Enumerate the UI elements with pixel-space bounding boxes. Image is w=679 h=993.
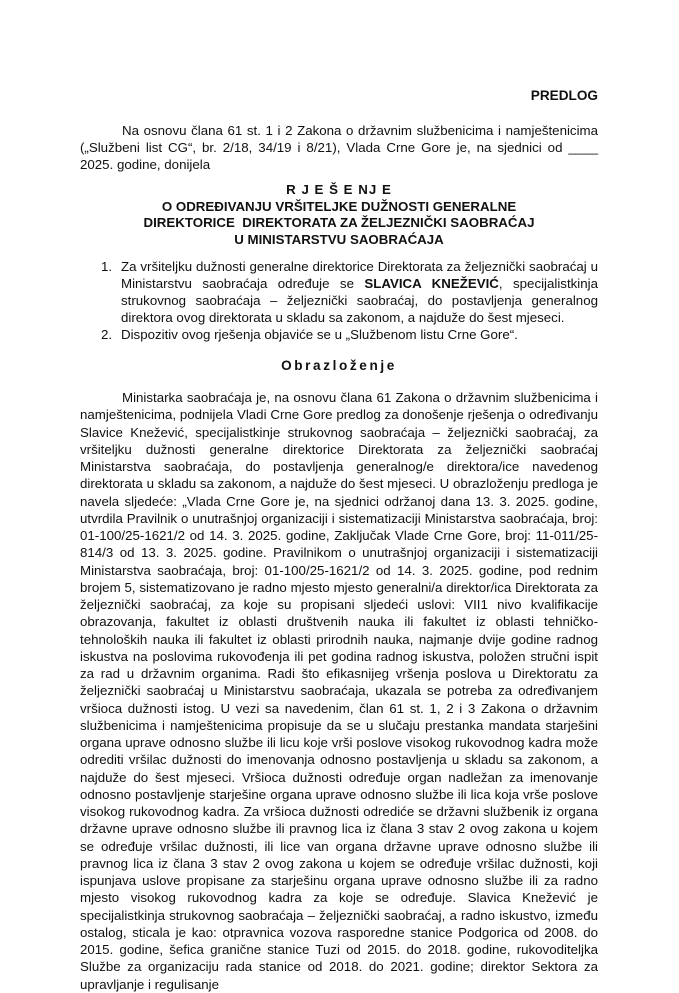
decision-text-continued: , specijalistkinja strukovnog saobraćaja – željeznički saobraćaj, do postavljenja generalnog direktora ovog direktorata u skladu sa zakonom, a najduže do šest mjeseci. [121, 276, 598, 325]
decision-item-2 [80, 326, 598, 343]
decision-text: Za vršiteljku dužnosti generalne direktorice Direktorata za željeznički saobraćaj u Ministarstvu saobraćaja određuje se [121, 259, 598, 291]
appointee-name: SLAVICA KNEŽEVIĆ [364, 276, 499, 291]
title-line-3: U MINISTARSTVU SAOBRAĆAJA [234, 232, 444, 248]
title-line-1: O ODREĐIVANJU VRŠITELJKE DUŽNOSTI GENERALNE [161, 198, 517, 214]
decision-number: 2. [101, 327, 113, 342]
reasoning-paragraph: Ministarka saobraćaja je, na osnovu člana 61 Zakona o državnim službenicima i namještenicima, podnijela Vladi Crne Gore predlog za donošenje rješenja o određivanju Slavice Knežević, specijalistkinje strukovnog saobraćaja – željeznički saobraćaj, za vršiteljku dužnosti generalne direktorice Direktorata za željeznički saobraćaj Ministarstva saobraćaja, do postavljenja generalnog/e direktora/ice navedenog direktorata u skladu sa zakonom, a najduže do šest mjeseci. U obrazloženju predloga je navela sljedeće: „Vlada Crne Gore je, na sjednici održanoj dana 13. 3. 2025. godine, utvrdila Pravilnik o unutrašnjoj organizaciji i sistematizaciji Ministarstva saobraćaja, broj: 01-100/25-1621/2 od 14. 3. 2025. godine, Zaključak Vlade Crne Gore, broj: 11-011/25-814/3 od 13. 3. 2025. godine. Pravilnikom o unutrašnjoj organizaciji i sistematizaciji Ministarstva saobraćaja, broj: 01-100/25-1621/2 od 14. 3. 2025. godine, pod rednim brojem 5, sistematizovano je radno mjesto mjesto generalni/a direktor/ica Direktorata za željeznički saobraćaj, za koje su propisani sljedeći uslovi: VII1 nivo kvalifikacije obrazovanja, fakultet iz oblasti društvenih nauka ili fakultet iz oblasti tehničko-tehnoloških nauka ili fakultet iz oblasti prirodnih nauka, najmanje dvije godine radnog iskustva na poslovima rukovođenja ili pet godina radnog iskustva, položen stručni ispit za rad u državnim organima. Radi što efikasnijeg vršenja poslova u Direktoratu za željeznički saobraćaj u Ministarstvu saobraćaja, ukazala se potreba za određivanjem vršioca dužnosti istog. U vezi sa navedenim, član 61 st. 1, 2 i 3 Zakona o državnim službenicima i namještenicima propisuje da se u slučaju prestanka mandata starješini organa uprave odnosno službe ili licu koje vrši poslove visokog rukovodnog kadra može odrediti vršilac dužnosti do imenovanja odnosno postavljenja u skladu sa zakonom, a najduže do šest mjeseci. Vršioca dužnosti određuje organ nadležan za imenovanje odnosno postavljenje starješine organa uprave odnosno službe ili lica koja vrše poslove visokog rukovodnog kadra. Za vršioca dužnosti odrediće se državni službenik iz organa državne uprave odnosno službe ili pravnog lica iz člana 3 stav 2 ovog zakona u kojem se određuje vršilac dužnosti, ili lice van organa državne uprave odnosno službe ili pravnog lica iz člana 3 stav 2 ovog zakona u kojem se određuje vršilac dužnosti, koji ispunjava uslove propisane za starješinu organa uprave odnosno službe ili za radno mjesto visokog rukovodnog kadra za koje se određuje. Slavica Knežević je specijalistkinja strukovnog saobraćaja – željeznički saobraćaj, a radno iskustvo, između ostalog, sticala je kao: otpravnica vozova rasporedne stanice Podgorica od 2008. do 2015. godine, šefica granične stanice Tuzi od 2015. do 2018. godine, rukovoditeljka Službe za organizaciju rada stanice od 2018. do 2021. godine; direktor Sektora za upravljanje i regulisanje [80, 390, 598, 992]
intro-paragraph: Na osnovu člana 61 st. 1 i 2 Zakona o državnim službenicima i namještenicima („Službeni list CG“, br. 2/18, 34/19 i 8/21), Vlada Crne Gore je, na sjednici od ____ 2025. godine, donijela [80, 123, 598, 172]
decision-text: Dispozitiv ovog rješenja objaviće se u „Službenom listu Crne Gore“. [121, 327, 518, 342]
title-line-2: DIREKTORICE DIREKTORATA ZA ŽELJEZNIČKI SAOBRAĆAJ [143, 215, 535, 231]
reasoning-heading: Obrazloženje [281, 358, 397, 373]
decision-list [80, 258, 598, 343]
decision-title [80, 182, 598, 249]
decision-item-1 [80, 258, 598, 326]
title-heading: R J E Š E NJ E [286, 182, 392, 197]
decision-number: 1. [101, 259, 113, 274]
draft-label: PREDLOG [530, 88, 598, 103]
